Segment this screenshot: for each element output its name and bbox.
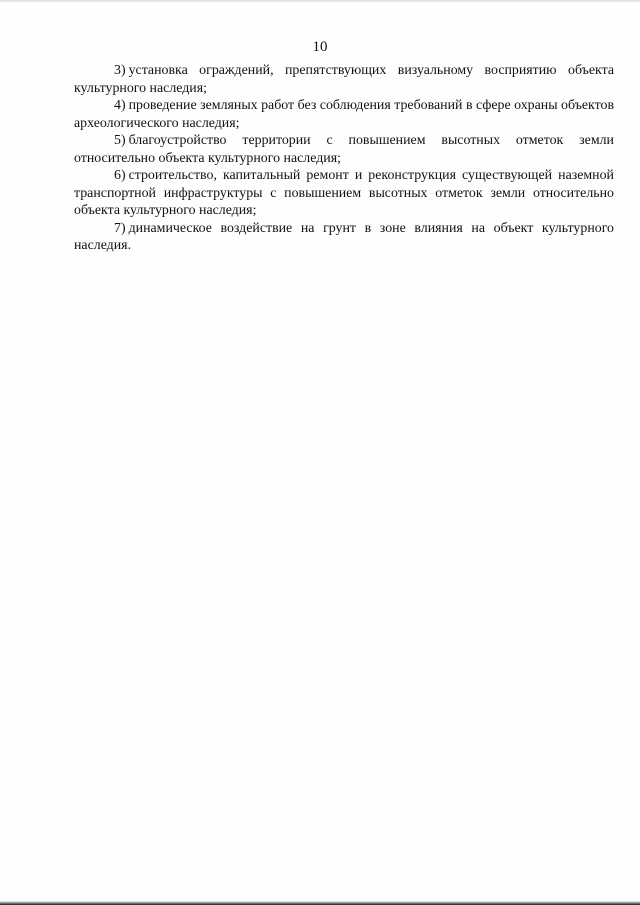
list-item-7 [74,220,614,255]
list-item-text: проведение земляных работ без соблюдения требований в сфере охраны объектов археологического наследия; [74,98,614,131]
list-item-text: установка ограждений, препятствующих визуальному восприятию объекта культурного наследия; [74,63,614,96]
list-item-text: динамическое воздействие на грунт в зоне влияния на объект культурного наследия. [74,220,614,253]
document-body [74,62,614,255]
list-item-number: 3) [114,63,126,78]
list-item-text: благоустройство территории с повышением высотных отметок земли относительно объекта культурного наследия; [74,133,614,166]
scan-bottom-edge [0,901,640,905]
list-item-text: строительство, капитальный ремонт и реконструкция существующей наземной транспортной инфраструктуры с повышением высотных отметок земли относительно объекта культурного наследия; [74,168,614,218]
list-item-number: 7) [114,220,126,236]
page-number: 10 [312,39,328,55]
list-item-number: 4) [114,98,126,113]
list-item-number: 6) [114,168,126,183]
list-item-3 [74,62,614,97]
scan-top-edge [0,0,640,3]
list-item-number: 5) [114,133,126,148]
list-item-6 [74,167,614,220]
list-item-5 [74,132,614,167]
list-item-4 [74,97,614,132]
